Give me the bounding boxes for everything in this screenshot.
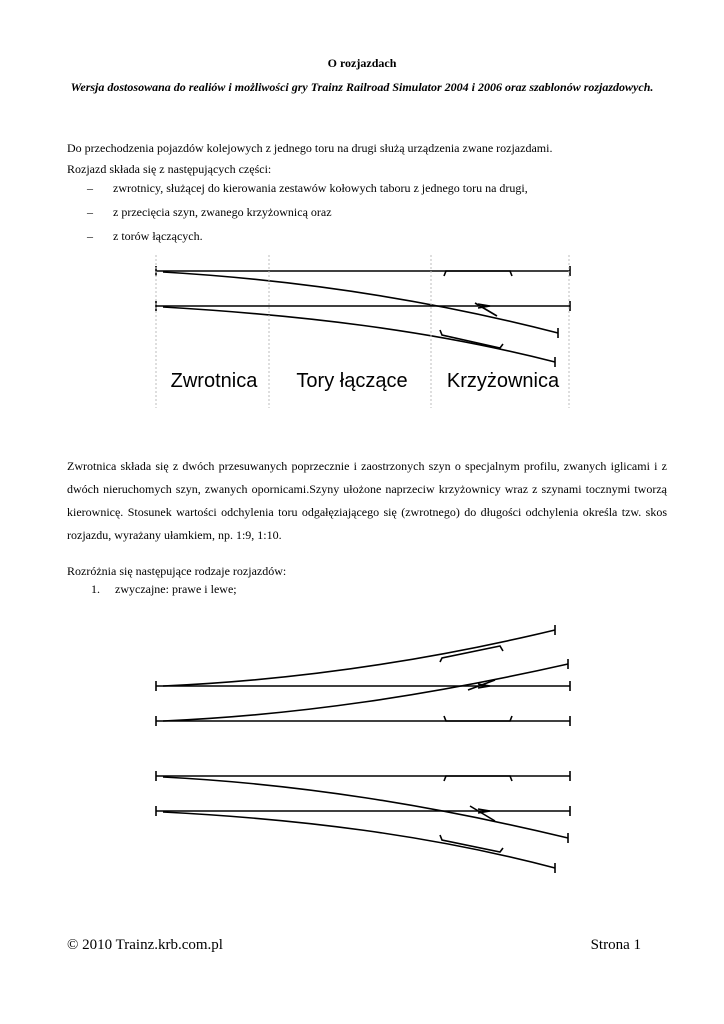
bullet-text: zwrotnicy, służącej do kierowania zestawów kołowych taboru z jednego toru na drugi, [113,181,528,195]
label-zwrotnica: Zwrotnica [170,370,258,392]
bullet-dash: – [87,229,93,243]
types-item-number: 1. [91,582,100,596]
types-item-text: zwyczajne: prawe i lewe; [115,582,237,596]
diverging-rail-inner [163,272,558,333]
guard-rail-top [444,271,512,276]
types-list-item [91,582,237,597]
bullet-dash: – [87,181,93,195]
intro-line-2: Rozjazd składa się z następujących części: [67,162,272,176]
page-subtitle: Wersja dostosowana do realiów i możliwości gry Trainz Railroad Simulator 2004 i 2006 oraz szablonów rozjazdowych. [70,80,654,94]
bullet-text: z przecięcia szyn, zwanego krzyżownicą oraz [113,205,332,219]
label-krzyzownica: Krzyżownica [446,370,560,392]
intro-line-1: Do przechodzenia pojazdów kolejowych z jednego toru na drugi służą urządzenia zwane rozjazdami. [67,141,553,155]
left-turnout-diagram [156,625,570,726]
page-title: O rozjazdach [327,56,397,70]
bullet-text: z torów łączących. [113,229,203,243]
footer-page-number: Strona 1 [590,937,641,953]
description-paragraph: Zwrotnica składa się z dwóch przesuwanych poprzecznie i zaostrzonych szyn o specjalnym profilu, zwanych iglicami i z dwóch nieruchomych szyn, zwanych opornicami.Szyny ułożone naprzeciw krzyżownicy wraz z szynami tocznymi tworzą kierownicę. Stosunek wartości odchylenia toru odgałęziającego się (zwrotnego) do długości odchylenia określa tzw. skos rozjazdu, wyrażany ułamkiem, np. 1:9, 1:10. [67,459,667,542]
label-tory-laczace: Tory łączące [296,370,408,392]
footer-copyright: © 2010 Trainz.krb.com.pl [67,937,223,953]
bullet-dash: – [87,205,93,219]
types-intro: Rozróżnia się następujące rodzaje rozjazdów: [67,564,287,578]
right-turnout-diagram [156,771,570,873]
